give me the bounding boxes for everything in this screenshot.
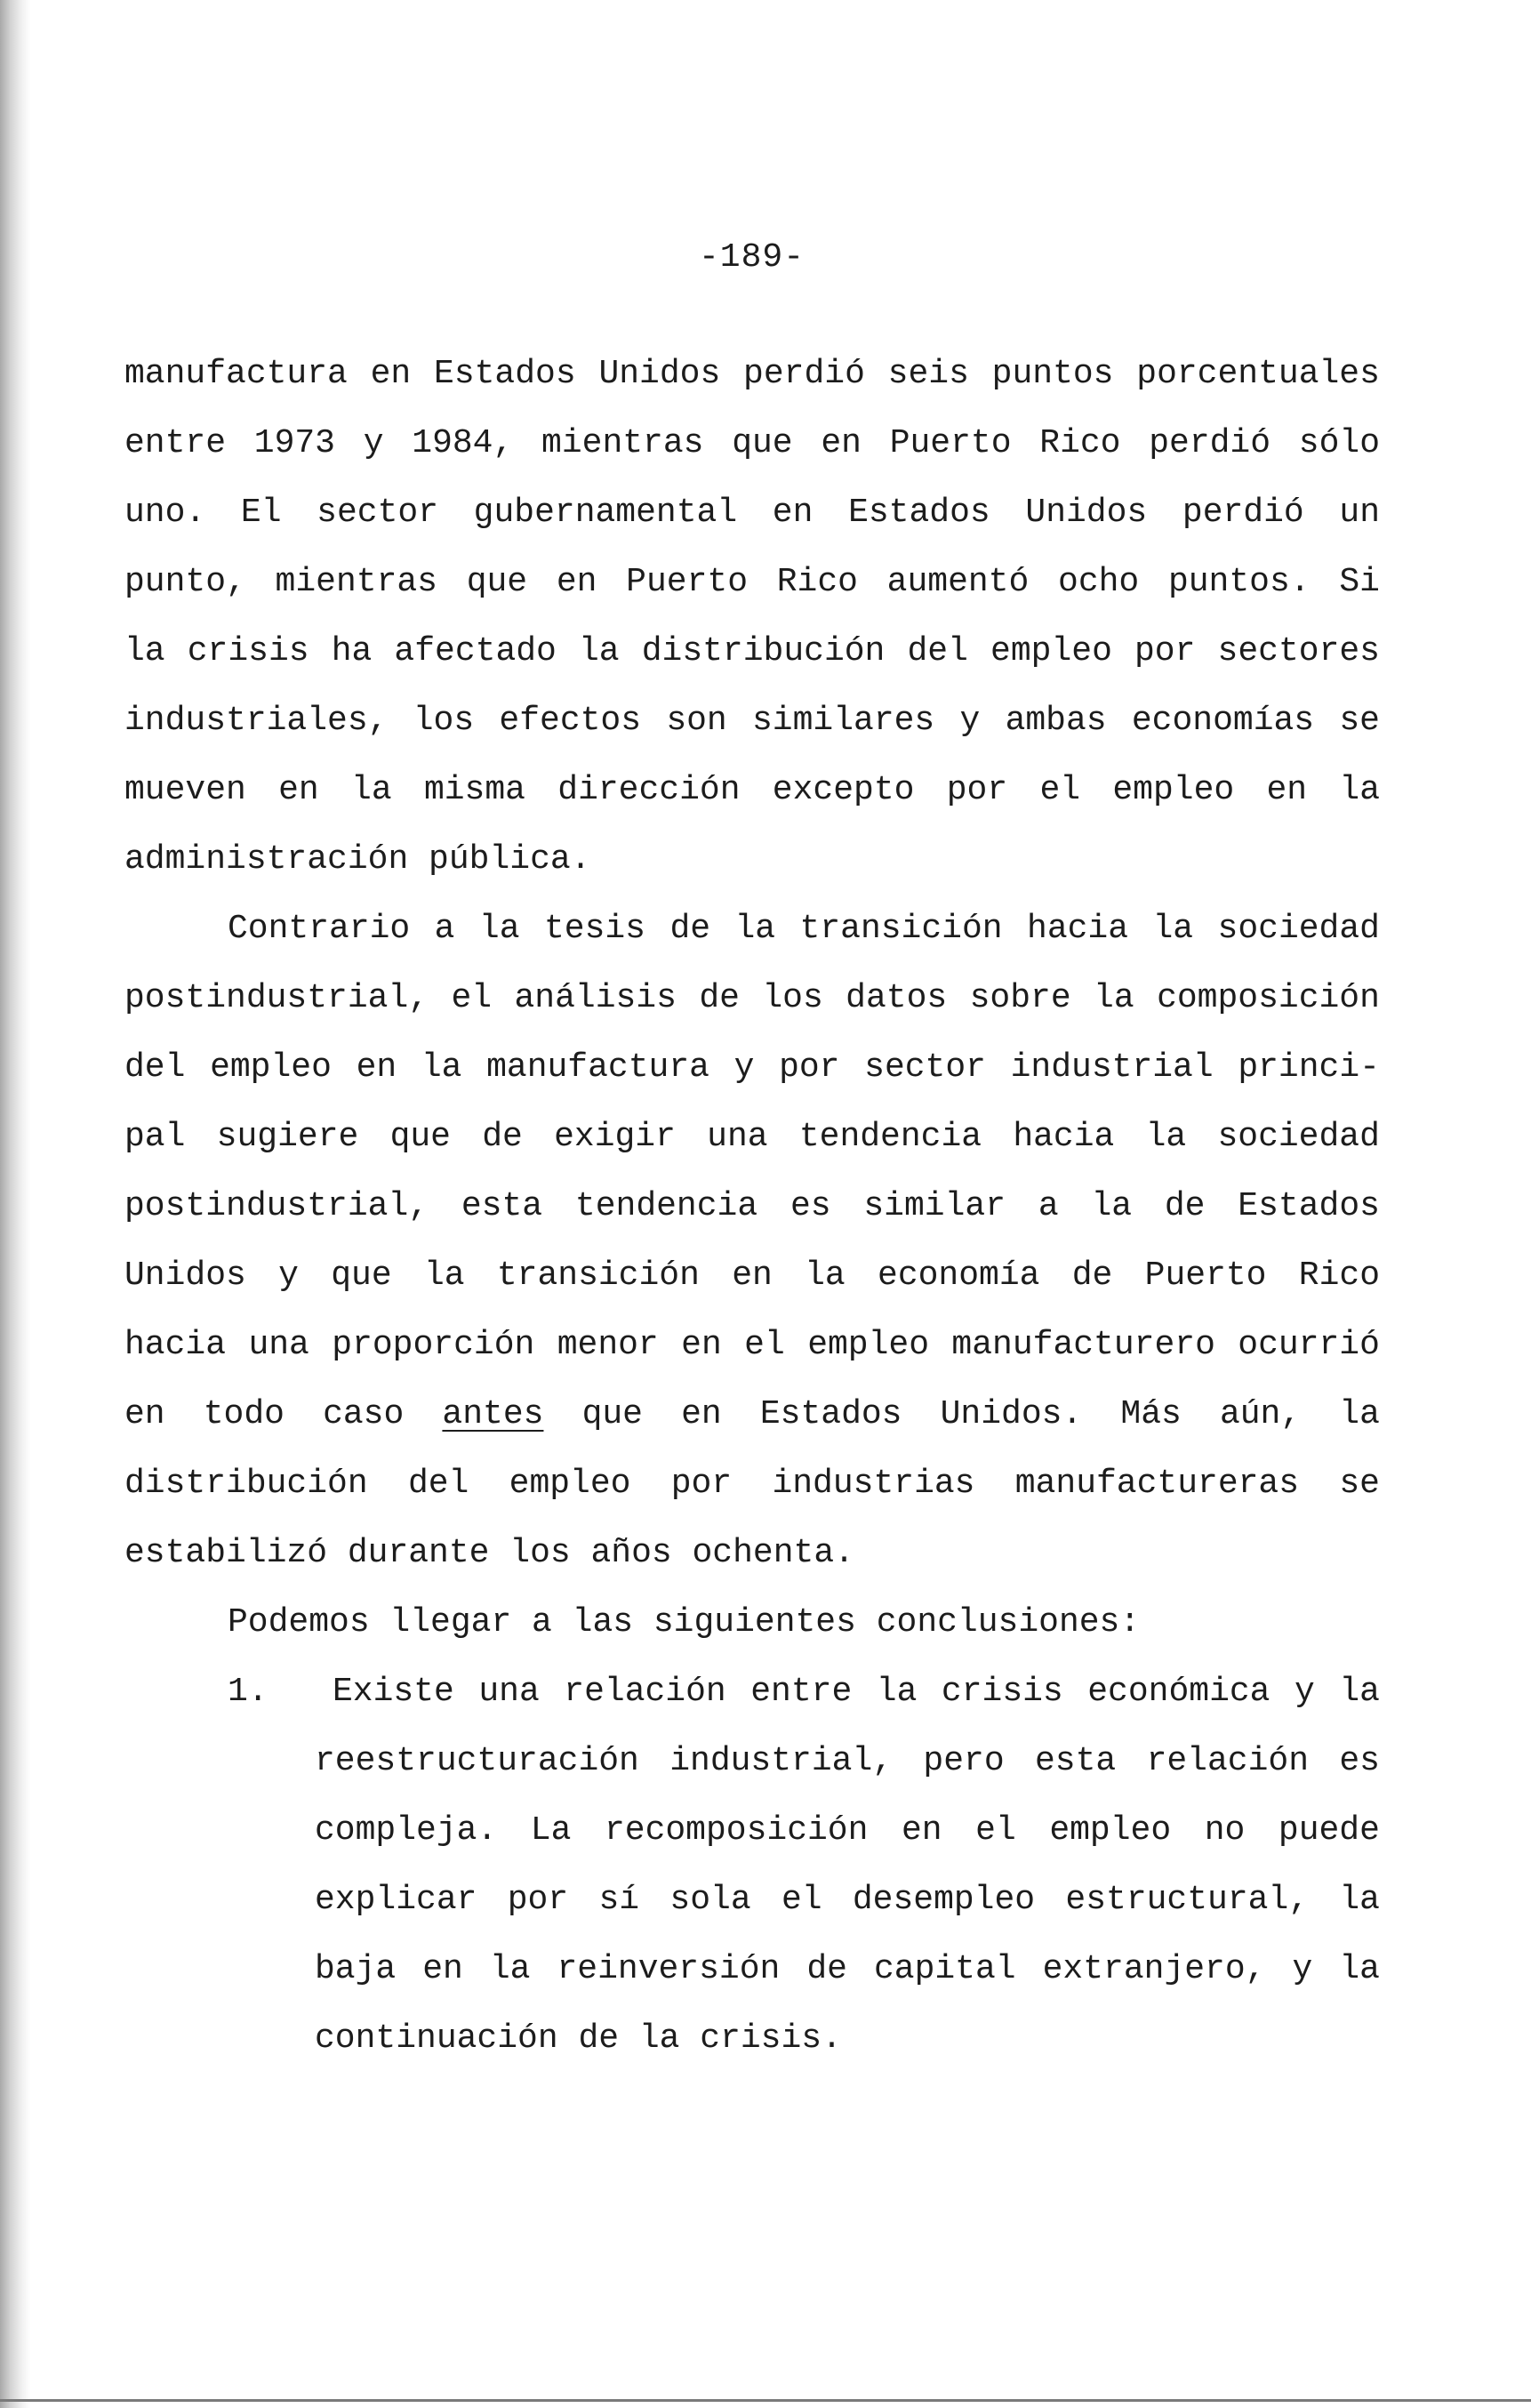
- word: una: [478, 1673, 540, 1711]
- word: a: [1038, 1187, 1059, 1225]
- list-item-1-line: [124, 1796, 1380, 1866]
- word: la: [1091, 1187, 1133, 1225]
- word: relación: [1146, 1742, 1310, 1780]
- underlined-word: antes: [442, 1395, 544, 1433]
- word: Unidos: [1025, 494, 1148, 532]
- word: industriales,: [124, 702, 389, 740]
- word: distribución: [124, 1465, 368, 1503]
- word: distribución: [641, 632, 886, 670]
- word: mientras: [275, 563, 437, 601]
- word: industrial,: [669, 1742, 894, 1780]
- word: postindustrial,: [124, 979, 429, 1017]
- word: la: [1339, 1950, 1380, 1988]
- word: una: [248, 1326, 309, 1364]
- word: la: [1152, 910, 1194, 948]
- word: que: [581, 1395, 643, 1433]
- paragraph-2-line: [124, 1033, 1380, 1103]
- word: puntos: [991, 355, 1114, 393]
- word: gubernamental: [473, 494, 738, 532]
- word: de: [482, 1118, 523, 1156]
- word: la: [876, 1673, 918, 1711]
- word: un: [1339, 494, 1380, 532]
- word: relación: [564, 1673, 726, 1711]
- word: en: [732, 1256, 773, 1295]
- word: en: [901, 1811, 942, 1850]
- word: princi-: [1238, 1048, 1380, 1087]
- word: perdió: [1182, 494, 1304, 532]
- word: 1984,: [412, 424, 514, 462]
- word: dirección: [557, 771, 741, 809]
- paragraph-2-line: [124, 1172, 1380, 1241]
- word: en: [356, 1048, 397, 1087]
- word: en: [422, 1950, 463, 1988]
- word: manufacturero: [951, 1326, 1215, 1364]
- word: la: [578, 632, 620, 670]
- word: tesis: [543, 910, 645, 948]
- paragraph-2-line: [124, 1449, 1380, 1519]
- word: baja: [315, 1950, 397, 1988]
- word: sólo: [1298, 424, 1380, 462]
- word: capital: [873, 1950, 1016, 1988]
- word: el: [1039, 771, 1081, 809]
- list-item-1-last-line: continuación de la crisis.: [315, 2019, 842, 2058]
- word: Existe: [333, 1673, 454, 1711]
- word: datos: [846, 979, 948, 1017]
- word: postindustrial,: [124, 1187, 429, 1225]
- word: la: [1339, 1673, 1380, 1711]
- word: que: [389, 1118, 451, 1156]
- paragraph-2-line: [124, 1380, 1380, 1449]
- paragraph-1-line: [124, 340, 1380, 409]
- word: en: [370, 355, 412, 393]
- word: sí: [598, 1881, 640, 1919]
- word: los: [413, 702, 475, 740]
- word: empleo: [1049, 1811, 1172, 1850]
- word: el: [451, 979, 493, 1017]
- word: punto,: [124, 563, 246, 601]
- word: empleo: [990, 632, 1112, 670]
- word: en: [1266, 771, 1308, 809]
- word: una: [707, 1118, 768, 1156]
- word: la: [805, 1256, 846, 1295]
- word: económica: [1087, 1673, 1270, 1711]
- list-item-1-line: [124, 1727, 1380, 1796]
- paragraph-2-line: [124, 1103, 1380, 1172]
- word: proporción: [332, 1326, 535, 1364]
- word: que: [732, 424, 793, 462]
- word: del: [907, 632, 968, 670]
- list-item-1-line: [124, 1935, 1380, 2004]
- word: Unidos.: [940, 1395, 1083, 1433]
- word: ocurrió: [1238, 1326, 1380, 1364]
- word: en: [556, 563, 597, 601]
- page-number: -189-: [699, 238, 806, 277]
- word: reinversión: [557, 1950, 781, 1988]
- word: la: [1339, 1881, 1380, 1919]
- word: tendencia: [574, 1187, 758, 1225]
- word: empleo: [210, 1048, 332, 1087]
- paragraph-1-line: [124, 686, 1380, 756]
- word: excepto: [772, 771, 915, 809]
- word: de: [806, 1950, 847, 1988]
- word: y: [1292, 1950, 1313, 1988]
- word: la: [421, 1048, 462, 1087]
- word: pal: [124, 1118, 186, 1156]
- word: los: [762, 979, 823, 1017]
- word: la: [1094, 979, 1134, 1017]
- word: puede: [1278, 1811, 1380, 1850]
- word: la: [351, 771, 392, 809]
- word: industrias: [772, 1465, 975, 1503]
- word: que: [466, 563, 528, 601]
- word: extranjero,: [1042, 1950, 1266, 1988]
- word: la: [423, 1256, 465, 1295]
- word: es: [790, 1187, 831, 1225]
- word: y: [733, 1048, 755, 1087]
- word: en: [772, 494, 814, 532]
- word: economía: [878, 1256, 1040, 1295]
- word: desempleo: [852, 1881, 1036, 1919]
- word: uno.: [124, 494, 206, 532]
- word: de: [699, 979, 740, 1017]
- word: en: [124, 1395, 165, 1433]
- word: mientras: [541, 424, 704, 462]
- word: ocho: [1058, 563, 1140, 601]
- word: de: [669, 910, 711, 948]
- word: que: [331, 1256, 392, 1295]
- word: menor: [557, 1326, 659, 1364]
- word: entre: [750, 1673, 853, 1711]
- word: por: [1134, 632, 1196, 670]
- word: y: [278, 1256, 299, 1295]
- word: Unidos: [124, 1256, 246, 1295]
- word: Rico: [776, 563, 858, 601]
- word: todo: [203, 1395, 285, 1433]
- word: perdió: [743, 355, 865, 393]
- word: análisis: [514, 979, 677, 1017]
- word: estructural,: [1065, 1881, 1310, 1919]
- word: crisis: [187, 632, 309, 670]
- paragraph-2-line: [124, 1311, 1380, 1380]
- paragraph-1-line: [124, 548, 1380, 617]
- word: hacia: [1027, 910, 1129, 948]
- word: por: [946, 771, 1008, 809]
- word: recomposición: [604, 1811, 869, 1850]
- word: Puerto: [889, 424, 1012, 462]
- word: reestructuración: [315, 1742, 639, 1780]
- word: no: [1204, 1811, 1246, 1850]
- word: industrial: [1010, 1048, 1214, 1087]
- word: la: [478, 910, 520, 948]
- paragraph-2-line: [124, 1241, 1380, 1311]
- word: entre: [124, 424, 227, 462]
- word: se: [1339, 702, 1380, 740]
- word: esta: [1035, 1742, 1117, 1780]
- word: seis: [887, 355, 969, 393]
- word: economías: [1131, 702, 1315, 740]
- word: de: [1164, 1187, 1206, 1225]
- word: ha: [331, 632, 373, 670]
- word: la: [1145, 1118, 1187, 1156]
- word: empleo: [509, 1465, 631, 1503]
- word: la: [734, 910, 776, 948]
- word: por: [670, 1465, 733, 1503]
- paragraph-2-last-line: estabilizó durante los años ochenta.: [124, 1534, 854, 1572]
- paragraph-2-line: [124, 895, 1380, 964]
- word: Estados: [434, 355, 576, 393]
- word: manufactura: [486, 1048, 709, 1087]
- word: de: [1071, 1256, 1113, 1295]
- word: caso: [323, 1395, 405, 1433]
- word: similares: [752, 702, 935, 740]
- word: sociedad: [1217, 910, 1380, 948]
- word: hacia: [1013, 1118, 1115, 1156]
- word: en: [821, 424, 862, 462]
- word: perdió: [1149, 424, 1271, 462]
- word: aún,: [1219, 1395, 1302, 1433]
- word: Puerto: [626, 563, 748, 601]
- word: y: [1295, 1673, 1315, 1711]
- word: la: [489, 1950, 531, 1988]
- word: Estados: [759, 1395, 902, 1433]
- body-text: [124, 340, 1380, 2074]
- word: empleo: [1112, 771, 1235, 809]
- list-number: 1.: [228, 1673, 269, 1711]
- paragraph-1-line: [124, 617, 1380, 686]
- word: porcentuales: [1136, 355, 1380, 393]
- paragraph-1-line: [124, 478, 1380, 548]
- word: es: [1339, 1742, 1380, 1780]
- word: Rico: [1298, 1256, 1380, 1295]
- word: manufactura: [124, 355, 348, 393]
- word: sector: [317, 494, 438, 532]
- word: por: [507, 1881, 569, 1919]
- word: explicar: [315, 1881, 477, 1919]
- word: 1973: [253, 424, 335, 462]
- paragraph-1-last-line: administración pública.: [124, 840, 591, 879]
- word: y: [363, 424, 384, 462]
- word: Unidos: [598, 355, 721, 393]
- word: sobre: [969, 979, 1071, 1017]
- word: compleja.: [315, 1811, 498, 1850]
- word: Contrario: [228, 910, 411, 948]
- paragraph-2-line: [124, 964, 1380, 1033]
- word: esta: [461, 1187, 543, 1225]
- word: composición: [1157, 979, 1380, 1017]
- word: sugiere: [216, 1118, 359, 1156]
- word: el: [744, 1326, 785, 1364]
- word: por: [779, 1048, 840, 1087]
- word: hacia: [124, 1326, 227, 1364]
- word: similar: [863, 1187, 1006, 1225]
- word: misma: [423, 771, 525, 809]
- word: aumentó: [886, 563, 1030, 601]
- word: en: [681, 1395, 722, 1433]
- word: Estados: [1238, 1187, 1380, 1225]
- word: crisis: [941, 1673, 1063, 1711]
- word: el: [975, 1811, 1016, 1850]
- paragraph-1-line: [124, 409, 1380, 478]
- word: Rico: [1039, 424, 1121, 462]
- word: ambas: [1005, 702, 1107, 740]
- word: empleo: [807, 1326, 930, 1364]
- word: transición: [799, 910, 1003, 948]
- word: mueven: [124, 771, 246, 809]
- word: en: [278, 771, 319, 809]
- list-item-1-first-line: [124, 1658, 1380, 1727]
- conclusions-intro: Podemos llegar a las siguientes conclusiones:: [228, 1603, 1141, 1641]
- word: El: [240, 494, 282, 532]
- word: son: [666, 702, 727, 740]
- word: la: [124, 632, 165, 670]
- word: Estados: [848, 494, 990, 532]
- word: exigir: [554, 1118, 676, 1156]
- word: Si: [1339, 563, 1380, 601]
- word: la: [1339, 771, 1380, 809]
- word: manufactureras: [1014, 1465, 1300, 1503]
- word: afectado: [394, 632, 557, 670]
- list-item-1-first-line-text: [333, 1658, 1380, 1727]
- word: sectores: [1217, 632, 1380, 670]
- word: tendencia: [798, 1118, 982, 1156]
- word: el: [781, 1881, 822, 1919]
- word: puntos.: [1167, 563, 1311, 601]
- word: y: [959, 702, 981, 740]
- word: la: [1339, 1395, 1380, 1433]
- word: efectos: [499, 702, 642, 740]
- word: transición: [496, 1256, 700, 1295]
- word: pero: [923, 1742, 1005, 1780]
- word: del: [407, 1465, 469, 1503]
- word: se: [1339, 1465, 1380, 1503]
- word: sola: [669, 1881, 751, 1919]
- word: a: [434, 910, 455, 948]
- list-item-1-line: [124, 1866, 1380, 1935]
- word: Puerto: [1144, 1256, 1267, 1295]
- word: Más: [1120, 1395, 1182, 1433]
- word: sociedad: [1217, 1118, 1380, 1156]
- word: sector: [864, 1048, 986, 1087]
- word: en: [681, 1326, 722, 1364]
- paragraph-1-line: [124, 756, 1380, 825]
- word: del: [124, 1048, 186, 1087]
- word: La: [530, 1811, 572, 1850]
